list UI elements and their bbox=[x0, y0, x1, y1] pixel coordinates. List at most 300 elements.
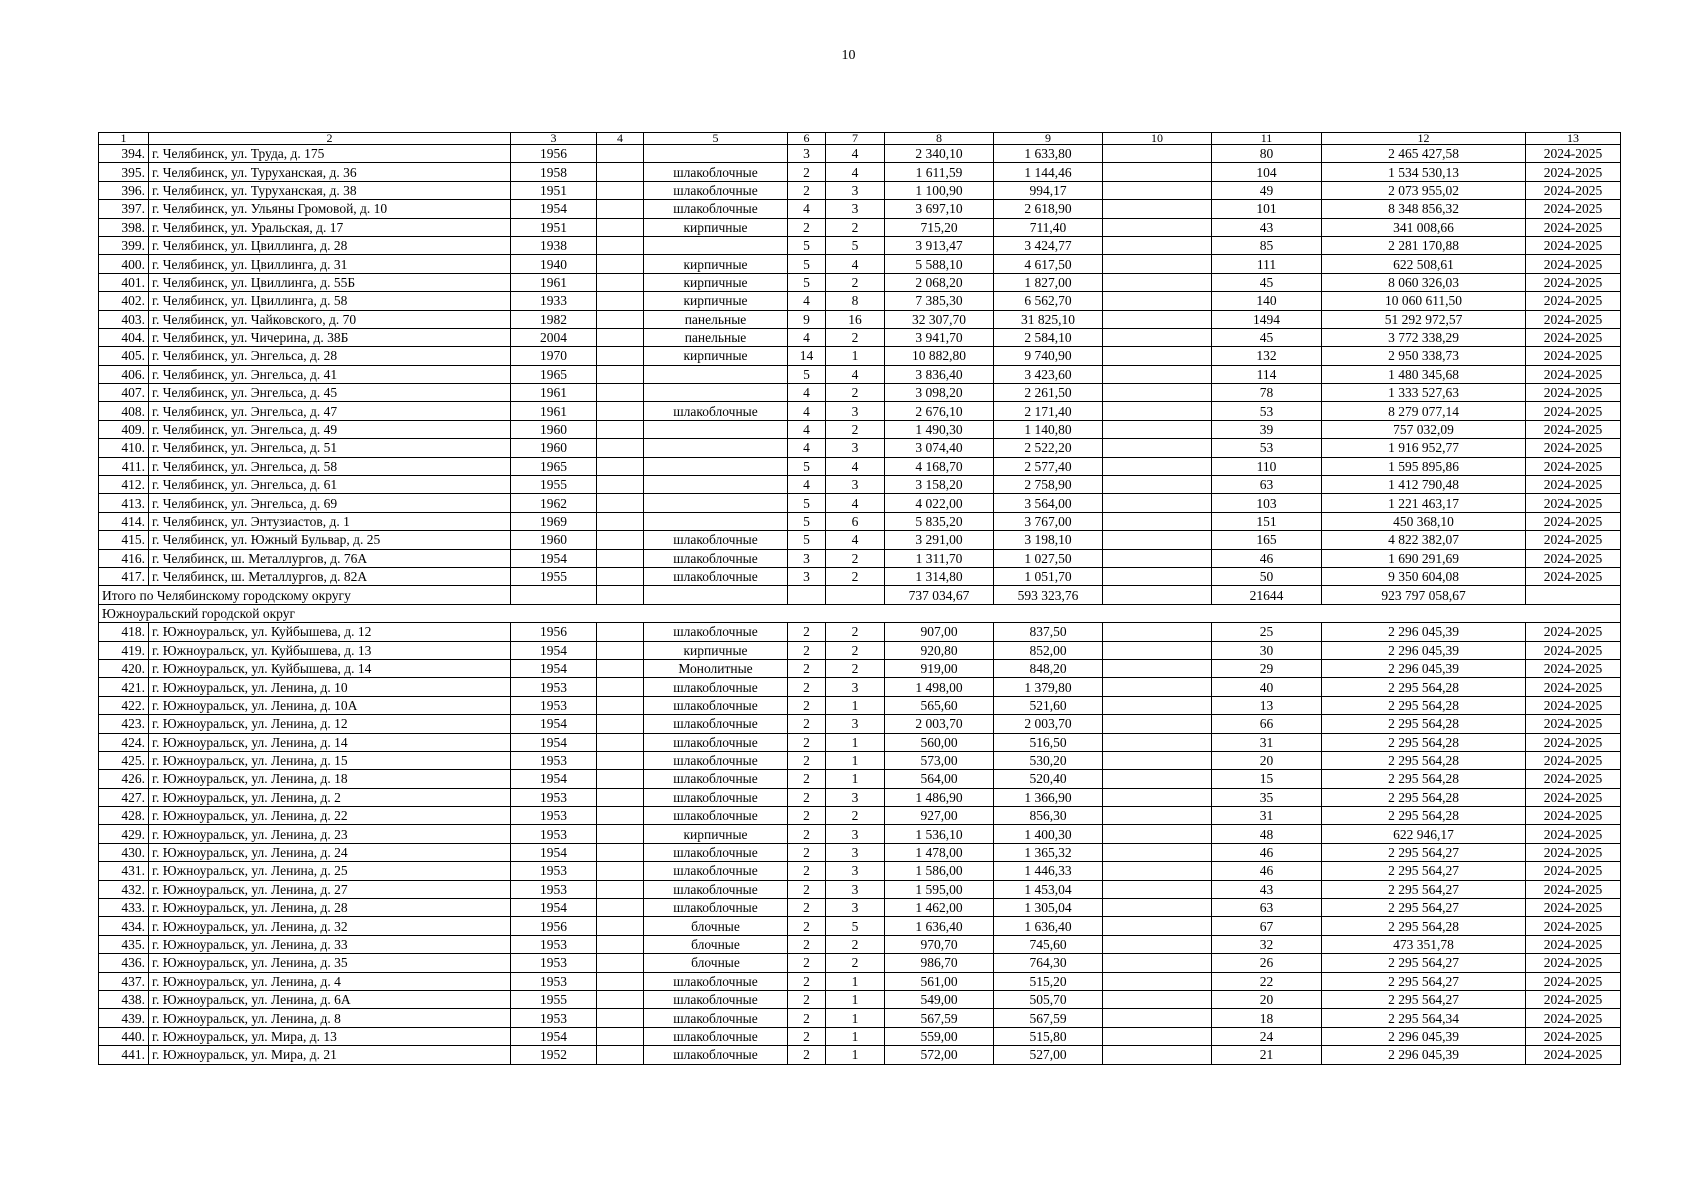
total-residents: 21644 bbox=[1212, 586, 1322, 604]
table-cell: 1965 bbox=[511, 457, 597, 475]
table-cell bbox=[597, 567, 644, 585]
table-cell: шлакоблочные bbox=[644, 807, 788, 825]
table-cell: 450 368,10 bbox=[1322, 512, 1526, 530]
table-cell bbox=[597, 145, 644, 163]
register-table bbox=[98, 132, 1621, 1065]
column-header: 6 bbox=[788, 133, 826, 145]
table-cell: г. Южноуральск, ул. Ленина, д. 6А bbox=[149, 990, 511, 1008]
table-cell bbox=[597, 310, 644, 328]
table-cell: 1982 bbox=[511, 310, 597, 328]
table-cell: 1961 bbox=[511, 384, 597, 402]
table-cell: 140 bbox=[1212, 292, 1322, 310]
table-cell: кирпичные bbox=[644, 292, 788, 310]
table-cell: 4 bbox=[788, 384, 826, 402]
table-cell: 1 379,80 bbox=[994, 678, 1103, 696]
table-cell: 715,20 bbox=[885, 218, 994, 236]
table-cell: 3 bbox=[826, 402, 885, 420]
table-cell: г. Южноуральск, ул. Куйбышева, д. 12 bbox=[149, 623, 511, 641]
table-cell: 1954 bbox=[511, 770, 597, 788]
table-cell bbox=[1103, 825, 1212, 843]
table-cell: 1954 bbox=[511, 200, 597, 218]
table-cell: 2 bbox=[826, 935, 885, 953]
table-row bbox=[99, 494, 1621, 512]
table-cell bbox=[1103, 899, 1212, 917]
table-cell: 2024-2025 bbox=[1526, 751, 1621, 769]
table-cell: 1 051,70 bbox=[994, 567, 1103, 585]
table-cell: 430. bbox=[99, 843, 149, 861]
table-cell: 1 536,10 bbox=[885, 825, 994, 843]
table-cell: шлакоблочные bbox=[644, 899, 788, 917]
table-cell: 1 480 345,68 bbox=[1322, 365, 1526, 383]
table-cell: 1955 bbox=[511, 476, 597, 494]
table-cell: 2024-2025 bbox=[1526, 770, 1621, 788]
table-cell bbox=[1103, 494, 1212, 512]
column-header: 12 bbox=[1322, 133, 1526, 145]
table-row bbox=[99, 954, 1621, 972]
table-cell: 2024-2025 bbox=[1526, 310, 1621, 328]
table-cell bbox=[1103, 623, 1212, 641]
table-cell: 2 618,90 bbox=[994, 200, 1103, 218]
table-cell: г. Челябинск, ул. Энгельса, д. 47 bbox=[149, 402, 511, 420]
table-cell: 20 bbox=[1212, 990, 1322, 1008]
table-cell: 5 bbox=[788, 236, 826, 254]
table-cell: 2 bbox=[788, 972, 826, 990]
table-cell bbox=[1103, 880, 1212, 898]
table-cell: 2024-2025 bbox=[1526, 273, 1621, 291]
table-cell: 396. bbox=[99, 181, 149, 199]
table-cell: 2024-2025 bbox=[1526, 917, 1621, 935]
table-cell bbox=[597, 1027, 644, 1045]
table-cell bbox=[1103, 181, 1212, 199]
table-cell: 1938 bbox=[511, 236, 597, 254]
table-cell: 2 758,90 bbox=[994, 476, 1103, 494]
table-cell bbox=[1103, 236, 1212, 254]
table-cell: 435. bbox=[99, 935, 149, 953]
table-cell: кирпичные bbox=[644, 273, 788, 291]
table-cell bbox=[597, 696, 644, 714]
table-cell: 3 941,70 bbox=[885, 328, 994, 346]
table-cell: г. Челябинск, ш. Металлургов, д. 76А bbox=[149, 549, 511, 567]
table-cell: 29 bbox=[1212, 659, 1322, 677]
table-cell: 3 158,20 bbox=[885, 476, 994, 494]
table-cell bbox=[644, 457, 788, 475]
table-cell: 1 bbox=[826, 990, 885, 1008]
table-cell bbox=[597, 218, 644, 236]
table-cell bbox=[1103, 935, 1212, 953]
table-cell: 2 bbox=[826, 567, 885, 585]
table-cell: 573,00 bbox=[885, 751, 994, 769]
table-cell: 2024-2025 bbox=[1526, 476, 1621, 494]
column-header: 4 bbox=[597, 133, 644, 145]
table-cell: 405. bbox=[99, 347, 149, 365]
table-row bbox=[99, 200, 1621, 218]
table-cell bbox=[597, 788, 644, 806]
table-cell: 2 171,40 bbox=[994, 402, 1103, 420]
table-cell bbox=[1103, 512, 1212, 530]
table-cell: г. Челябинск, ул. Энгельса, д. 49 bbox=[149, 420, 511, 438]
table-cell: блочные bbox=[644, 935, 788, 953]
table-cell bbox=[1103, 788, 1212, 806]
table-cell: 31 825,10 bbox=[994, 310, 1103, 328]
table-cell: 1965 bbox=[511, 365, 597, 383]
table-cell: шлакоблочные bbox=[644, 880, 788, 898]
table-row bbox=[99, 549, 1621, 567]
table-cell bbox=[597, 899, 644, 917]
table-cell: 398. bbox=[99, 218, 149, 236]
table-cell bbox=[1103, 328, 1212, 346]
table-cell bbox=[1103, 1046, 1212, 1064]
table-cell: 400. bbox=[99, 255, 149, 273]
table-cell: 2 bbox=[788, 770, 826, 788]
table-row bbox=[99, 163, 1621, 181]
table-cell: 3 697,10 bbox=[885, 200, 994, 218]
table-cell: шлакоблочные bbox=[644, 751, 788, 769]
table-cell: шлакоблочные bbox=[644, 770, 788, 788]
column-header: 2 bbox=[149, 133, 511, 145]
table-cell: 2024-2025 bbox=[1526, 659, 1621, 677]
table-cell: г. Челябинск, ул. Энгельса, д. 69 bbox=[149, 494, 511, 512]
table-cell bbox=[1103, 843, 1212, 861]
table-cell: блочные bbox=[644, 954, 788, 972]
table-cell: 8 bbox=[826, 292, 885, 310]
table-cell: 110 bbox=[1212, 457, 1322, 475]
table-cell: 48 bbox=[1212, 825, 1322, 843]
table-cell: 4 bbox=[788, 292, 826, 310]
table-row bbox=[99, 990, 1621, 1008]
table-cell: шлакоблочные bbox=[644, 696, 788, 714]
table-cell bbox=[597, 843, 644, 861]
table-cell: 2 bbox=[788, 1027, 826, 1045]
table-cell: 1 412 790,48 bbox=[1322, 476, 1526, 494]
table-row bbox=[99, 402, 1621, 420]
table-cell: 1 bbox=[826, 347, 885, 365]
table-cell: 4 bbox=[826, 145, 885, 163]
table-cell bbox=[597, 917, 644, 935]
table-cell bbox=[1103, 145, 1212, 163]
table-cell: г. Южноуральск, ул. Куйбышева, д. 13 bbox=[149, 641, 511, 659]
table-cell: 165 bbox=[1212, 531, 1322, 549]
table-cell: 2024-2025 bbox=[1526, 292, 1621, 310]
table-cell: 3 bbox=[826, 825, 885, 843]
table-cell: 2 bbox=[788, 623, 826, 641]
table-cell: 1954 bbox=[511, 641, 597, 659]
table-cell: г. Южноуральск, ул. Ленина, д. 10А bbox=[149, 696, 511, 714]
table-cell: 26 bbox=[1212, 954, 1322, 972]
table-cell: г. Южноуральск, ул. Ленина, д. 35 bbox=[149, 954, 511, 972]
table-cell bbox=[1103, 1009, 1212, 1027]
table-cell: 2 bbox=[788, 843, 826, 861]
table-cell: шлакоблочные bbox=[644, 200, 788, 218]
table-cell: 5 bbox=[826, 236, 885, 254]
table-cell bbox=[1103, 862, 1212, 880]
table-cell: 1954 bbox=[511, 1027, 597, 1045]
table-cell bbox=[1103, 917, 1212, 935]
table-cell bbox=[1103, 273, 1212, 291]
table-cell: г. Челябинск, ул. Южный Бульвар, д. 25 bbox=[149, 531, 511, 549]
table-cell: 1 366,90 bbox=[994, 788, 1103, 806]
table-cell: 46 bbox=[1212, 549, 1322, 567]
table-cell: 2024-2025 bbox=[1526, 181, 1621, 199]
table-cell: г. Челябинск, ул. Энгельса, д. 58 bbox=[149, 457, 511, 475]
table-cell bbox=[1103, 733, 1212, 751]
table-cell: 1953 bbox=[511, 825, 597, 843]
table-cell: 1 636,40 bbox=[994, 917, 1103, 935]
table-cell bbox=[597, 990, 644, 1008]
table-cell: 46 bbox=[1212, 843, 1322, 861]
table-cell: 2024-2025 bbox=[1526, 567, 1621, 585]
table-cell: кирпичные bbox=[644, 255, 788, 273]
table-cell: 2024-2025 bbox=[1526, 457, 1621, 475]
table-cell: г. Челябинск, ул. Чичерина, д. 38Б bbox=[149, 328, 511, 346]
table-cell: 564,00 bbox=[885, 770, 994, 788]
table-cell: 2024-2025 bbox=[1526, 255, 1621, 273]
table-cell: 151 bbox=[1212, 512, 1322, 530]
table-cell: 2024-2025 bbox=[1526, 145, 1621, 163]
table-cell: 132 bbox=[1212, 347, 1322, 365]
table-cell: 1953 bbox=[511, 1009, 597, 1027]
table-cell: 622 946,17 bbox=[1322, 825, 1526, 843]
table-cell: шлакоблочные bbox=[644, 402, 788, 420]
table-cell: 46 bbox=[1212, 862, 1322, 880]
table-cell: г. Южноуральск, ул. Мира, д. 13 bbox=[149, 1027, 511, 1045]
table-cell: шлакоблочные bbox=[644, 1046, 788, 1064]
table-cell bbox=[597, 476, 644, 494]
table-cell: 3 291,00 bbox=[885, 531, 994, 549]
table-cell: 433. bbox=[99, 899, 149, 917]
table-cell: 3 198,10 bbox=[994, 531, 1103, 549]
table-cell: г. Челябинск, ул. Энтузиастов, д. 1 bbox=[149, 512, 511, 530]
table-cell: 2 340,10 bbox=[885, 145, 994, 163]
table-cell: 3 424,77 bbox=[994, 236, 1103, 254]
table-cell: шлакоблочные bbox=[644, 678, 788, 696]
table-cell: 3 767,00 bbox=[994, 512, 1103, 530]
table-cell: 559,00 bbox=[885, 1027, 994, 1045]
table-cell: 2 bbox=[788, 935, 826, 953]
table-cell: 404. bbox=[99, 328, 149, 346]
table-cell: 2004 bbox=[511, 328, 597, 346]
table-cell: 2 465 427,58 bbox=[1322, 145, 1526, 163]
table-cell: 6 bbox=[826, 512, 885, 530]
table-cell: 436. bbox=[99, 954, 149, 972]
table-cell: 85 bbox=[1212, 236, 1322, 254]
table-cell: блочные bbox=[644, 917, 788, 935]
table-cell bbox=[1103, 807, 1212, 825]
table-cell: шлакоблочные bbox=[644, 733, 788, 751]
table-cell: шлакоблочные bbox=[644, 862, 788, 880]
table-cell bbox=[597, 549, 644, 567]
table-cell: 527,00 bbox=[994, 1046, 1103, 1064]
table-cell: 407. bbox=[99, 384, 149, 402]
table-cell: г. Южноуральск, ул. Ленина, д. 15 bbox=[149, 751, 511, 769]
table-cell: 2 bbox=[788, 641, 826, 659]
table-cell: 2024-2025 bbox=[1526, 825, 1621, 843]
table-cell: 66 bbox=[1212, 715, 1322, 733]
table-cell: 40 bbox=[1212, 678, 1322, 696]
table-cell: 5 bbox=[788, 457, 826, 475]
table-row bbox=[99, 1027, 1621, 1045]
table-cell: 4 bbox=[788, 200, 826, 218]
table-cell: 2 bbox=[788, 917, 826, 935]
table-cell bbox=[1103, 641, 1212, 659]
table-cell: 395. bbox=[99, 163, 149, 181]
table-cell: 1962 bbox=[511, 494, 597, 512]
table-cell: 521,60 bbox=[994, 696, 1103, 714]
table-cell: 5 835,20 bbox=[885, 512, 994, 530]
table-cell: 1 bbox=[826, 751, 885, 769]
table-cell: г. Челябинск, ул. Энгельса, д. 51 bbox=[149, 439, 511, 457]
table-cell: 410. bbox=[99, 439, 149, 457]
table-cell: г. Южноуральск, ул. Ленина, д. 14 bbox=[149, 733, 511, 751]
table-cell bbox=[597, 586, 644, 604]
table-cell: 2 bbox=[826, 218, 885, 236]
table-cell: 3 423,60 bbox=[994, 365, 1103, 383]
table-cell: 409. bbox=[99, 420, 149, 438]
table-cell: 9 bbox=[788, 310, 826, 328]
table-cell: 2 bbox=[788, 218, 826, 236]
table-cell bbox=[1103, 678, 1212, 696]
table-cell: 2 073 955,02 bbox=[1322, 181, 1526, 199]
table-row bbox=[99, 733, 1621, 751]
table-cell: шлакоблочные bbox=[644, 181, 788, 199]
table-cell: 1953 bbox=[511, 935, 597, 953]
table-cell: 1 486,90 bbox=[885, 788, 994, 806]
table-cell bbox=[788, 586, 826, 604]
table-cell: 1954 bbox=[511, 733, 597, 751]
table-cell bbox=[597, 623, 644, 641]
table-cell: 2 003,70 bbox=[994, 715, 1103, 733]
table-cell: 437. bbox=[99, 972, 149, 990]
table-cell: 2 296 045,39 bbox=[1322, 641, 1526, 659]
table-row bbox=[99, 641, 1621, 659]
table-cell: 24 bbox=[1212, 1027, 1322, 1045]
table-cell: 2024-2025 bbox=[1526, 420, 1621, 438]
table-row bbox=[99, 236, 1621, 254]
table-row bbox=[99, 365, 1621, 383]
table-cell: 2 295 564,27 bbox=[1322, 843, 1526, 861]
table-cell: 341 008,66 bbox=[1322, 218, 1526, 236]
table-row bbox=[99, 531, 1621, 549]
table-cell bbox=[597, 273, 644, 291]
table-cell: шлакоблочные bbox=[644, 1009, 788, 1027]
table-cell: 4 bbox=[826, 365, 885, 383]
table-cell: 418. bbox=[99, 623, 149, 641]
table-cell: 530,20 bbox=[994, 751, 1103, 769]
table-cell: 2024-2025 bbox=[1526, 972, 1621, 990]
table-cell: шлакоблочные bbox=[644, 715, 788, 733]
table-cell: 2 bbox=[788, 659, 826, 677]
table-cell: г. Южноуральск, ул. Ленина, д. 10 bbox=[149, 678, 511, 696]
table-cell: 1 314,80 bbox=[885, 567, 994, 585]
table-cell bbox=[597, 825, 644, 843]
table-cell: г. Челябинск, ул. Цвиллинга, д. 55Б bbox=[149, 273, 511, 291]
table-cell bbox=[597, 420, 644, 438]
table-cell: 3 772 338,29 bbox=[1322, 328, 1526, 346]
table-cell: 1 916 952,77 bbox=[1322, 439, 1526, 457]
table-cell: шлакоблочные bbox=[644, 1027, 788, 1045]
table-cell bbox=[1103, 549, 1212, 567]
table-cell: 2024-2025 bbox=[1526, 954, 1621, 972]
table-cell: 4 bbox=[826, 163, 885, 181]
table-cell bbox=[826, 586, 885, 604]
table-cell: Монолитные bbox=[644, 659, 788, 677]
table-cell: 2024-2025 bbox=[1526, 163, 1621, 181]
table-cell: 1 827,00 bbox=[994, 273, 1103, 291]
table-cell: 572,00 bbox=[885, 1046, 994, 1064]
table-cell: 63 bbox=[1212, 476, 1322, 494]
table-cell: 3 836,40 bbox=[885, 365, 994, 383]
table-cell: 919,00 bbox=[885, 659, 994, 677]
table-row bbox=[99, 1009, 1621, 1027]
table-cell: 549,00 bbox=[885, 990, 994, 1008]
table-cell: 425. bbox=[99, 751, 149, 769]
table-cell: 5 bbox=[788, 494, 826, 512]
table-cell: 2024-2025 bbox=[1526, 1027, 1621, 1045]
table-row bbox=[99, 145, 1621, 163]
table-cell: 2 295 564,27 bbox=[1322, 972, 1526, 990]
table-cell bbox=[1103, 696, 1212, 714]
table-cell: 1956 bbox=[511, 623, 597, 641]
table-cell: 2 676,10 bbox=[885, 402, 994, 420]
table-row bbox=[99, 917, 1621, 935]
table-cell: 50 bbox=[1212, 567, 1322, 585]
table-cell: 2 bbox=[788, 990, 826, 1008]
table-cell: шлакоблочные bbox=[644, 531, 788, 549]
table-cell: кирпичные bbox=[644, 641, 788, 659]
table-cell: 3 bbox=[826, 678, 885, 696]
table-cell: 1 100,90 bbox=[885, 181, 994, 199]
table-cell: 3 bbox=[826, 476, 885, 494]
table-cell: 622 508,61 bbox=[1322, 255, 1526, 273]
table-cell: 2024-2025 bbox=[1526, 402, 1621, 420]
table-cell: шлакоблочные bbox=[644, 990, 788, 1008]
table-cell: 1953 bbox=[511, 862, 597, 880]
table-cell: 4 bbox=[788, 476, 826, 494]
table-cell: г. Южноуральск, ул. Ленина, д. 28 bbox=[149, 899, 511, 917]
table-cell: 2024-2025 bbox=[1526, 494, 1621, 512]
table-row bbox=[99, 328, 1621, 346]
table-cell: 1955 bbox=[511, 990, 597, 1008]
table-cell: 2024-2025 bbox=[1526, 384, 1621, 402]
table-cell: 1953 bbox=[511, 972, 597, 990]
table-cell: 3 bbox=[788, 145, 826, 163]
table-cell: 920,80 bbox=[885, 641, 994, 659]
table-cell: 1 144,46 bbox=[994, 163, 1103, 181]
table-cell: г. Челябинск, ул. Цвиллинга, д. 31 bbox=[149, 255, 511, 273]
column-header: 11 bbox=[1212, 133, 1322, 145]
table-row bbox=[99, 770, 1621, 788]
table-cell: 2024-2025 bbox=[1526, 1009, 1621, 1027]
total-living-area: 593 323,76 bbox=[994, 586, 1103, 604]
table-cell: 2 bbox=[788, 862, 826, 880]
table-cell: 2 296 045,39 bbox=[1322, 623, 1526, 641]
table-cell: 560,00 bbox=[885, 733, 994, 751]
table-cell: 520,40 bbox=[994, 770, 1103, 788]
table-cell bbox=[597, 255, 644, 273]
table-cell: 1 490,30 bbox=[885, 420, 994, 438]
table-cell: 2 bbox=[826, 623, 885, 641]
table-row bbox=[99, 457, 1621, 475]
table-cell: 5 bbox=[788, 531, 826, 549]
table-cell: 114 bbox=[1212, 365, 1322, 383]
table-cell: 2 bbox=[788, 825, 826, 843]
table-cell bbox=[597, 531, 644, 549]
table-cell: 3 bbox=[826, 439, 885, 457]
table-row bbox=[99, 972, 1621, 990]
table-cell: 2024-2025 bbox=[1526, 990, 1621, 1008]
table-cell: 8 279 077,14 bbox=[1322, 402, 1526, 420]
table-cell bbox=[597, 402, 644, 420]
table-cell: 5 bbox=[788, 273, 826, 291]
